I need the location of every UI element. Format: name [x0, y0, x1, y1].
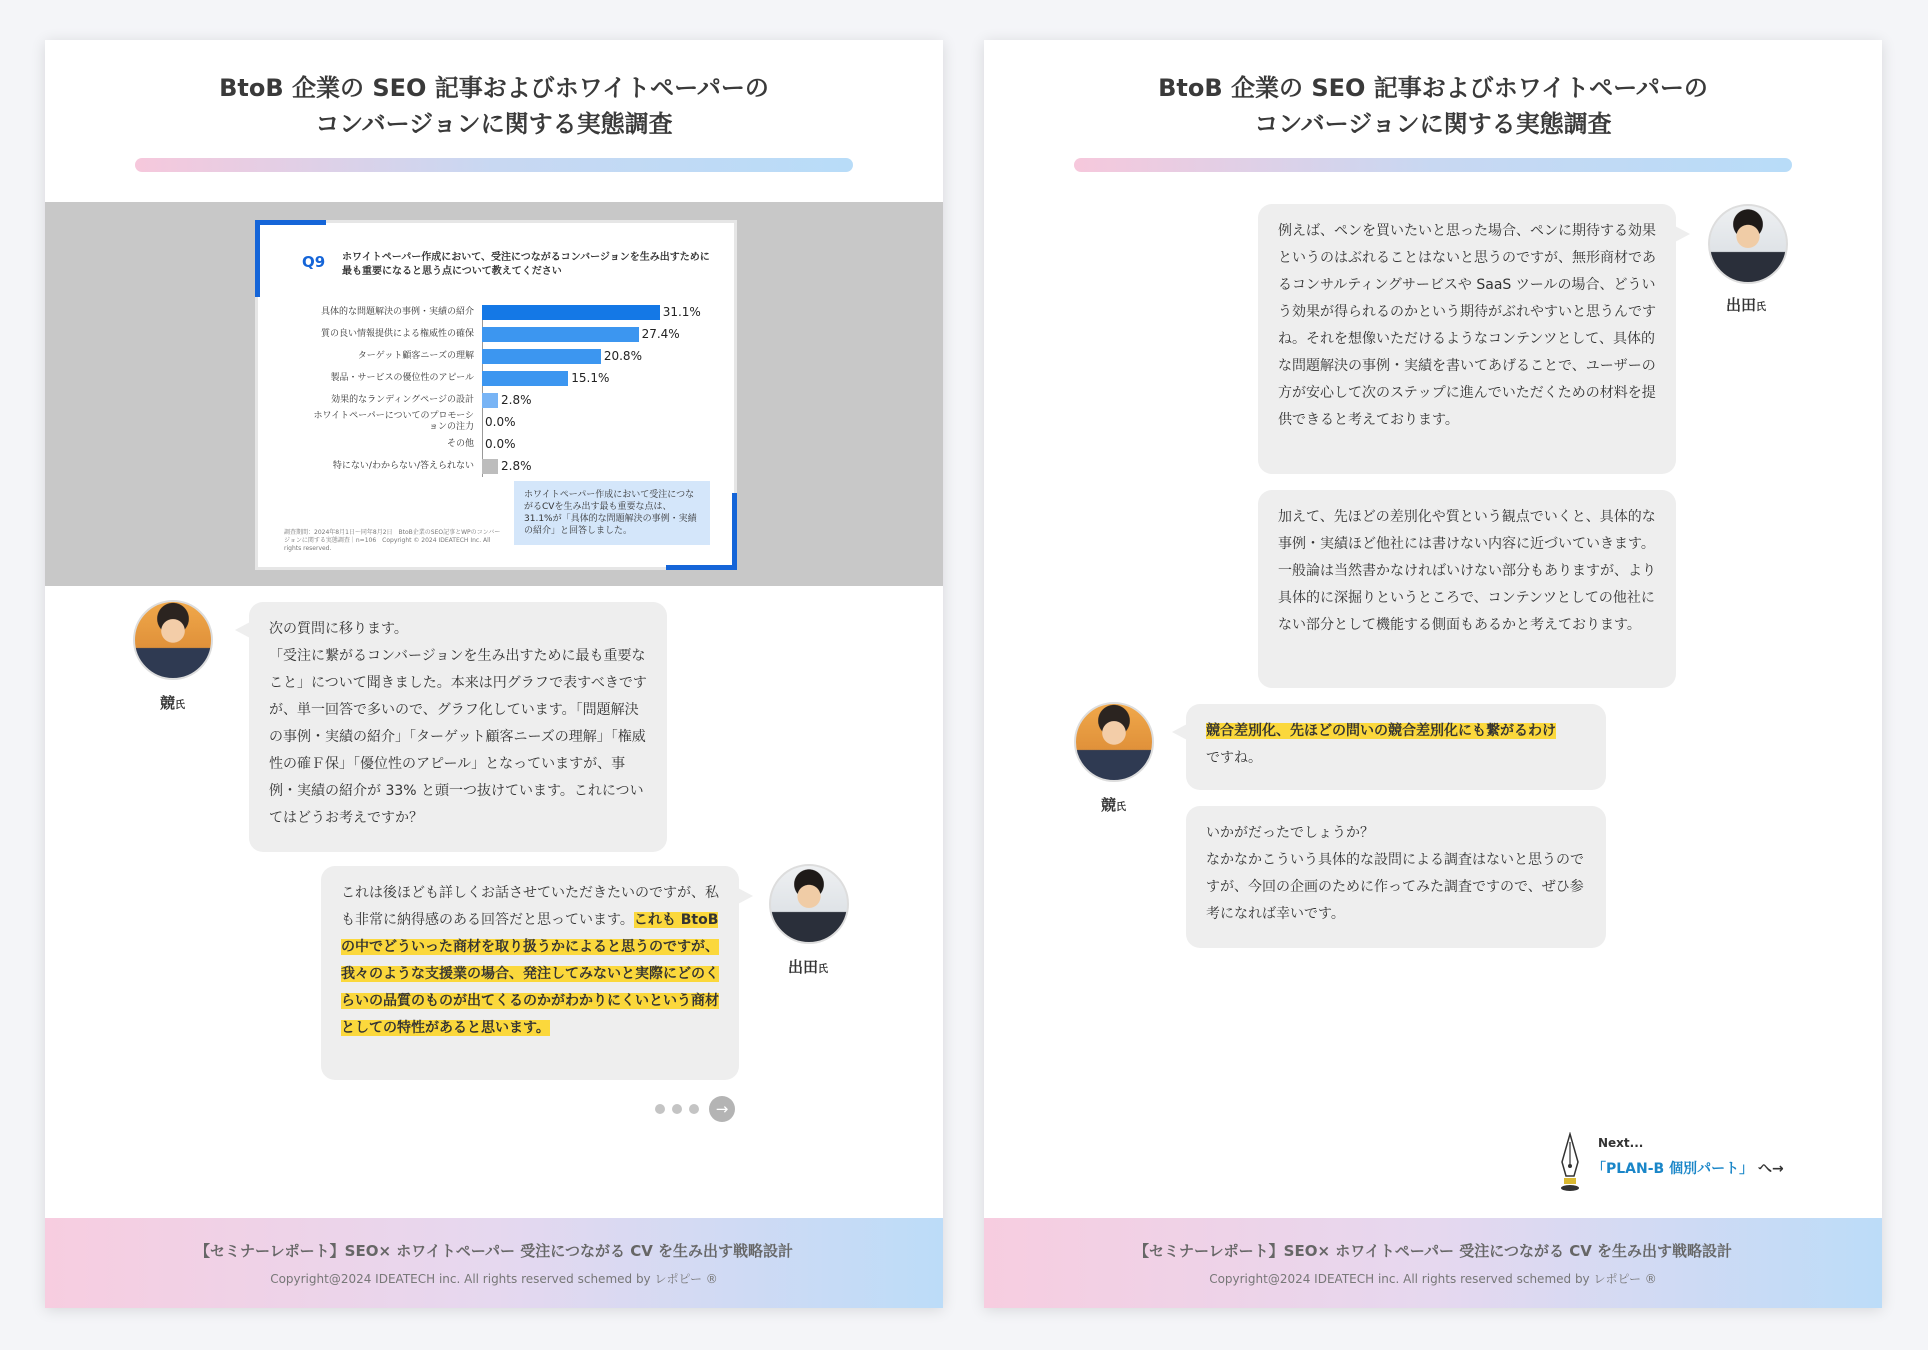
title-gradient-bar	[135, 158, 853, 172]
bar-label: 効果的なランディングページの設計	[331, 395, 474, 405]
bar-value-label: 2.8%	[501, 393, 532, 407]
survey-chart-card	[255, 220, 737, 570]
fountain-pen-icon	[1558, 1132, 1582, 1192]
next-link-text[interactable]: 「PLAN-B 個別パート」 へ→	[1592, 1161, 1784, 1177]
highlighted-text: これも BtoB の中でどういった商材を取り扱うかによると思うのですが、我々のような支援業の場合、発注してみないと実際にどのくらいの品質のものが出てくるのかがわかりにくいという商材としての特性があると思います。	[341, 912, 719, 1036]
bar	[482, 459, 498, 474]
footer-title: 【セミナーレポート】SEO× ホワイトペーパー 受注につながる CV を生み出す戦略設計	[194, 1242, 794, 1260]
next-label: Next...	[1598, 1136, 1644, 1150]
bar-label: 特にない/わからない/答えられない	[332, 461, 474, 471]
chart-section	[45, 202, 943, 586]
bar	[482, 327, 639, 342]
bar-label: ターゲット顧客ニーズの理解	[357, 351, 474, 361]
speaker-name-deta: 出田氏	[788, 958, 829, 976]
speech-bubble-deta-2: 加えて、先ほどの差別化や質という観点でいくと、具体的な事例・実績ほど他社には書けない内容に近づいていきます。一般論は当然書かなければいけない部分もありますが、より具体的に深掘りというところで、コンテンツとしての他社にない部分として機能する側面もあるかと考えております。	[1258, 490, 1676, 688]
pager-dot[interactable]	[689, 1104, 699, 1114]
speech-bubble-kyo-2: いかがだったでしょうか？ なかなかこういう具体的な設問による調査はないと思うのですが、今回の企画のために作ってみた調査ですので、ぜひ参考になれば幸いです。	[1186, 806, 1606, 948]
footer-title: 【セミナーレポート】SEO× ホワイトペーパー 受注につながる CV を生み出す戦略設計	[1133, 1242, 1733, 1260]
bar-label: その他	[446, 439, 474, 449]
page-title: BtoB 企業の SEO 記事およびホワイトペーパーの コンバージョンに関する実態調査	[1158, 74, 1708, 138]
chart-source-note: 調査期間：2024年8月1日〜同年8月2日 BtoB企業のSEO記事とWPのコンバージョンに関する実態調査｜n=106 Copyright © 2024 IDEATECH Inc. All rights reserved.	[284, 529, 501, 552]
page-footer	[984, 1218, 1882, 1308]
speech-bubble-deta-1: 例えば、ペンを買いたいと思った場合、ペンに期待する効果というのはぶれることはないと思うのですが、無形商材であるコンサルティングサービスや SaaS ツールの場合、どういう効果が得られるのかという期待がぶれやすいと思うんですね。それを想像いただけるようなコンテンツとして、具体的な問題解決の事例・実績を書いてあげることで、ユーザーの方が安心して次のステップに進んでいただくための材料を提供できると考えております。	[1258, 204, 1676, 474]
report-page-left	[45, 40, 943, 1308]
avatar-deta	[1708, 204, 1788, 284]
bar-value-label: 31.1%	[662, 305, 701, 319]
bar	[482, 371, 568, 386]
avatar-kyo	[1074, 702, 1154, 782]
speaker-name-deta: 出田氏	[1726, 296, 1767, 314]
bar-value-label: 2.8%	[501, 459, 532, 473]
pager-dot[interactable]	[672, 1104, 682, 1114]
highlighted-text: 競合差別化、先ほどの問いの競合差別化にも繋がるわけ	[1206, 723, 1556, 739]
speech-bubble-deta: これは後ほども詳しくお話させていただきたいのですが、私も非常に納得感のある回答だと思っています。これも BtoB の中でどういった商材を取り扱うかによると思うのですが、我々のような支援業の場合、発注してみないと実際にどのくらいの品質のものが出てくるのかがわかりにくいという商材としての特性があると思います。	[321, 866, 739, 1080]
speech-bubble-kyo: 次の質問に移ります。 「受注に繋がるコンバージョンを生み出すために最も重要なこと」について聞きました。本来は円グラフで表すべきですが、単一回答で多いので、グラフ化しています。「問題解決の事例・実績の紹介」「ターゲット顧客ニーズの理解」「権威性の確Ｆ保」「優位性のアピール」となっていますが、事例・実績の紹介が 33% と頭一つ抜けています。これについてはどうお考えですか？	[249, 602, 667, 852]
chart-callout: ホワイトペーパー作成において受注につながるCVを生み出す最も重要な点は、31.1%が「具体的な問題解決の事例・実績の紹介」と回答しました。	[514, 481, 710, 545]
page-title: BtoB 企業の SEO 記事およびホワイトペーパーの コンバージョンに関する実態調査	[219, 74, 769, 138]
next-section-link[interactable]	[1558, 1132, 1798, 1192]
bar	[482, 349, 601, 364]
question-text: ホワイトペーパー作成において、受注につながるコンバージョンを生み出すために最も重要になると思う点について教えてください	[342, 252, 710, 277]
avatar-kyo	[133, 600, 213, 680]
page-footer	[45, 1218, 943, 1308]
title-gradient-bar	[1074, 158, 1792, 172]
footer-copyright: Copyright@2024 IDEATECH inc. All rights reserved schemed by レポピー ®	[1209, 1272, 1657, 1286]
bar-label: 具体的な問題解決の事例・実績の紹介	[320, 307, 474, 317]
bar-value-label: 0.0%	[485, 437, 516, 451]
speaker-name-kyo: 競氏	[160, 694, 186, 712]
bar-value-label: 20.8%	[603, 349, 642, 363]
speech-bubble-kyo-1: 競合差別化、先ほどの問いの競合差別化にも繋がるわけ ですね。	[1186, 704, 1606, 790]
pager-dot[interactable]	[655, 1104, 665, 1114]
question-number: Q9	[302, 253, 326, 271]
bar-label: 製品・サービスの優位性のアピール	[330, 373, 474, 383]
bar	[482, 305, 660, 320]
bar-value-label: 0.0%	[485, 415, 516, 429]
next-arrow-icon[interactable]: →	[709, 1096, 735, 1122]
speaker-name-kyo: 競氏	[1101, 796, 1127, 814]
bar-label: 質の良い情報提供による権威性の確保	[320, 329, 474, 339]
report-page-right	[984, 40, 1882, 1308]
avatar-deta	[769, 864, 849, 944]
bar-label: ホワイトペーパーについてのプロモーションの注力	[313, 411, 474, 432]
footer-copyright: Copyright@2024 IDEATECH inc. All rights reserved schemed by レポピー ®	[270, 1272, 718, 1286]
bar	[482, 393, 498, 408]
bar-value-label: 27.4%	[641, 327, 680, 341]
bar-value-label: 15.1%	[571, 371, 610, 385]
